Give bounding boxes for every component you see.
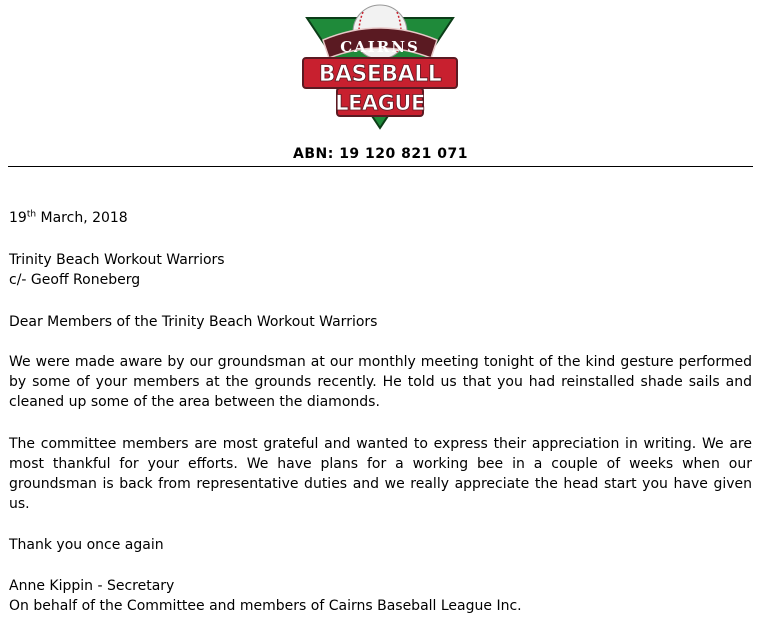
signature-name: Anne Kippin - Secretary [9,578,175,594]
logo-cairns-text: CAIRNS [340,38,420,56]
closing: Thank you once again [9,537,164,553]
salutation: Dear Members of the Trinity Beach Workout Warriors [9,314,378,330]
date-suffix: th [26,209,37,220]
logo-baseball-text: BASEBALL [318,62,442,87]
date-day: 19 [9,210,27,226]
letter-date [9,208,128,228]
signature-organisation: On behalf of the Committee and members of Cairns Baseball League Inc. [9,598,522,614]
abn-number: ABN: 19 120 821 071 [293,146,468,162]
cairns-baseball-league-logo [299,2,461,130]
recipient-name: Trinity Beach Workout Warriors [9,252,225,268]
logo-league-text: LEAGUE [335,91,425,115]
header-divider [8,166,753,167]
body-paragraph-2: The committee members are most grateful and wanted to express their appreciation in writing. We are most thankful for your efforts. We have plans for a working bee in a couple of weeks when our groundsman is back from representative duties and we really appreciate the head start you have given us. [9,436,752,512]
body-paragraph-1: We were made aware by our groundsman at our monthly meeting tonight of the kind gesture performed by some of your members at the grounds recently. He told us that you had reinstalled shade sails and cleaned up some of the area between the diamonds. [9,354,752,410]
date-rest: March, 2018 [36,210,128,226]
recipient-attention: c/- Geoff Roneberg [9,272,141,288]
